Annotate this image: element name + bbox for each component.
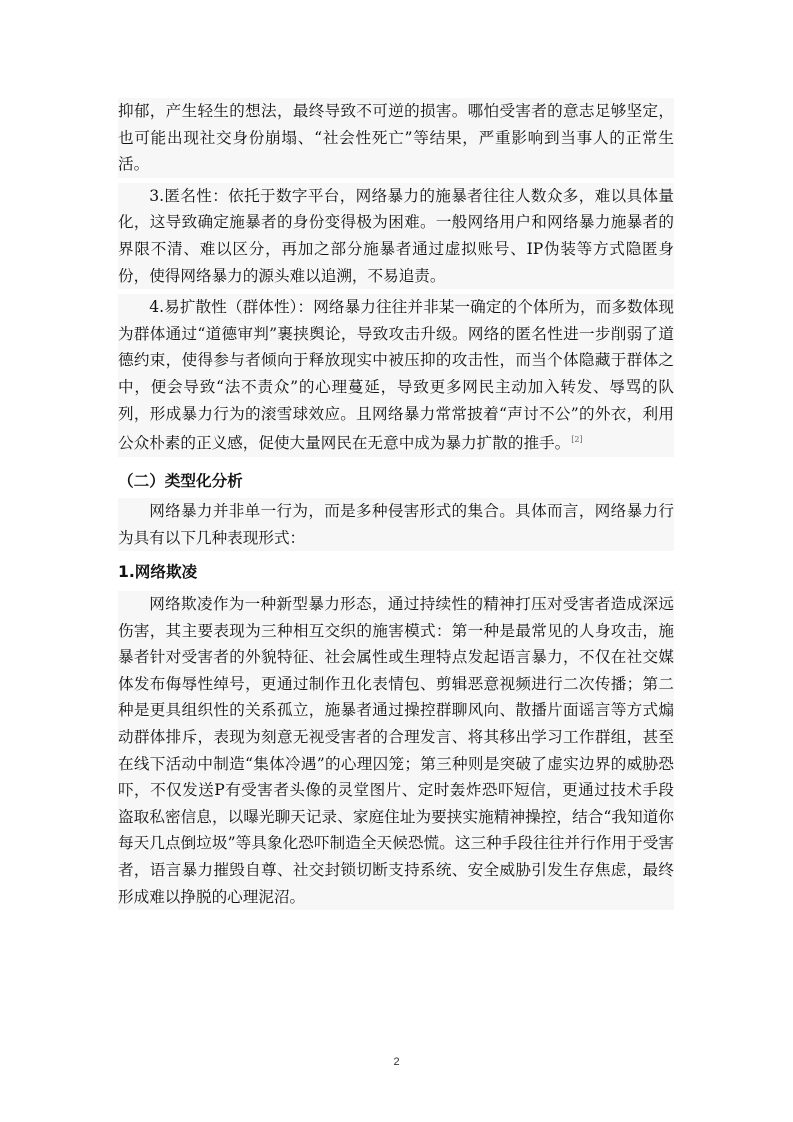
citation-marker: [2]	[571, 435, 583, 445]
paragraph-typology-intro: 网络暴力并非单一行为，而是多种侵害形式的集合。具体而言，网络暴力行为具有以下几种表现形式：	[118, 498, 674, 551]
section-heading-typology: （二）类型化分析	[118, 471, 243, 490]
paragraph-spreadability-text: 4.易扩散性（群体性）：网络暴力往往并非某一确定的个体所为，而多数体现为群体通过“道德审判”裹挟舆论，导致攻击升级。网络的匿名性进一步削弱了道德约束，使得参与者倾向于释放现实中被压抑的攻击性，而当个体隐藏于群体之中，便会导致“法不责众”的心理蔓延，导致更多网民主动加入转发、辱骂的队列，形成暴力行为的滚雪球效应。且网络暴力常常披着“声讨不公”的外衣，利用公众朴素的正义感，促使大量网民在无意中成为暴力扩散的推手。	[118, 298, 674, 453]
paragraph-anonymity: 3.匿名性：依托于数字平台，网络暴力的施暴者往往人数众多，难以具体量化，这导致确定施暴者的身份变得极为困难。一般网络用户和网络暴力施暴者的界限不清、难以区分，再加之部分施暴者通过虚拟账号、IP伪装等方式隐匿身份，使得网络暴力的源头难以追溯，不易追责。	[118, 183, 674, 289]
page-number: 2	[393, 1056, 400, 1068]
subsection-heading-cyberbullying: 1.网络欺凌	[118, 563, 198, 582]
document-body	[118, 98, 674, 910]
paragraph-cyberbullying: 网络欺凌作为一种新型暴力形态，通过持续性的精神打压对受害者造成深远伤害，其主要表现为三种相互交织的施害模式：第一种是最常见的人身攻击，施暴者针对受害者的外貌特征、社会属性或生理特点发起语言暴力，不仅在社交媒体发布侮辱性绰号，更通过制作丑化表情包、剪辑恶意视频进行二次传播；第二种是更具组织性的关系孤立，施暴者通过操控群聊风向、散播片面谣言等方式煽动群体排斥，表现为刻意无视受害者的合理发言、将其移出学习工作群组，甚至在线下活动中制造“集体冷遇”的心理囚笼；第三种则是突破了虚实边界的威胁恐吓，不仅发送P有受害者头像的灵堂图片、定时轰炸恐吓短信，更通过技术手段盗取私密信息，以曝光聊天记录、家庭住址为要挟实施精神操控，结合“我知道你每天几点倒垃圾”等具象化恐吓制造全天候恐慌。这三种手段往往并行作用于受害者，语言暴力摧毁自尊、社交封锁切断支持系统、安全威胁引发生存焦虑，最终形成难以挣脱的心理泥沼。	[118, 591, 674, 910]
paragraph-consequences: 抑郁，产生轻生的想法，最终导致不可逆的损害。哪怕受害者的意志足够坚定，也可能出现社交身份崩塌、“社会性死亡”等结果，严重影响到当事人的正常生活。	[118, 98, 674, 178]
paragraph-spreadability	[118, 294, 674, 457]
